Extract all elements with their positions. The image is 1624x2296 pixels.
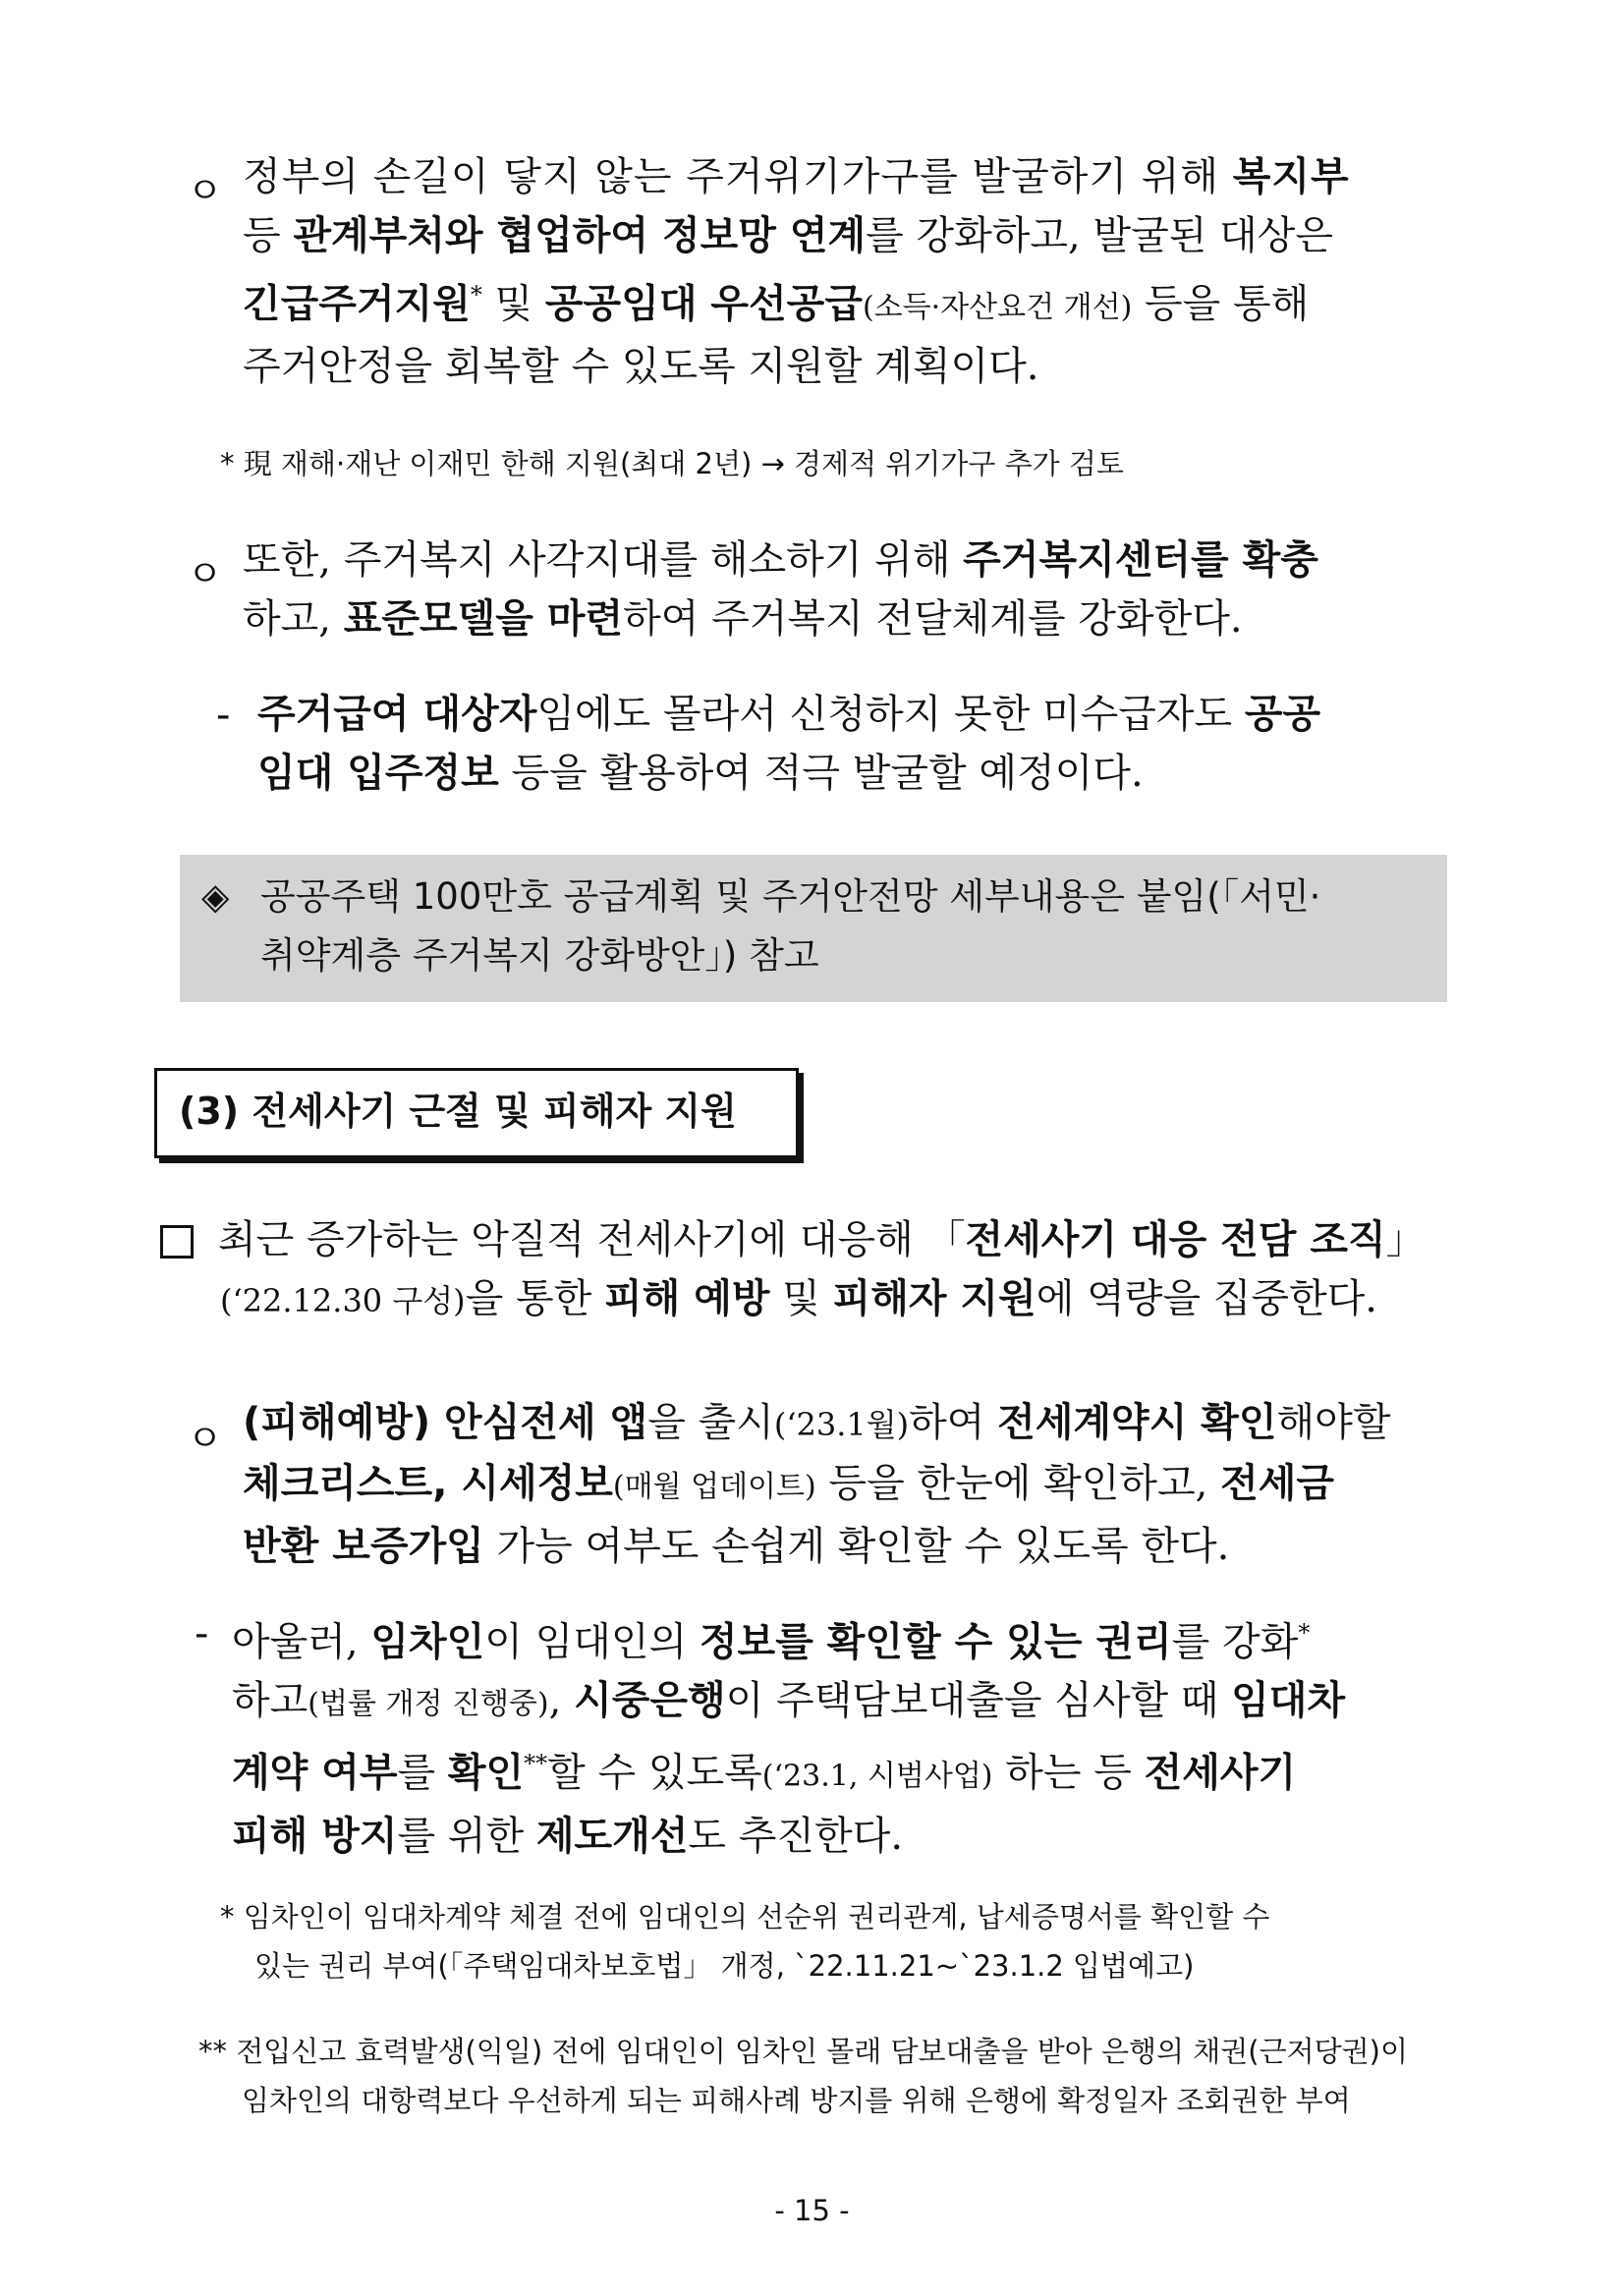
callout-box (180, 855, 1447, 1002)
paragraph-1: 정부의 손길이 닿지 않는 주거위기가구를 발굴하기 위해 복지부 등 관계부처와 협업하여 정보망 연계를 강화하고, 발굴된 대상은 긴급주거지원* 및 공공임대 우선공급(소득·자산요건 개선) 등을 통해 주거안정을 회복할 수 있도록 지원할 계획이다. (243, 154, 1350, 390)
checkbox-square-icon (160, 1225, 194, 1259)
bullet-circle-2: ㅇ (187, 552, 223, 595)
paragraph-2: 또한, 주거복지 사각지대를 해소하기 위해 주거복지센터를 확충 하고, 표준모델을 마련하여 주거복지 전달체계를 강화한다. (243, 537, 1318, 642)
bullet-circle-3: ㅇ (187, 1417, 223, 1460)
footnote-3: ** 전입신고 효력발생(익일) 전에 임대인이 임차인 몰래 담보대출을 받아 은행의 채권(근저당권)이 임차인의 대항력보다 우선하게 되는 피해사례 방지를 위해 은행에 확정일자 조회권한 부여 (198, 2035, 1408, 2117)
paragraph-6: 아울러, 임차인이 임대인의 정보를 확인할 수 있는 권리를 강화* 하고(법률 개정 진행중), 시중은행이 주택담보대출을 심사할 때 임대차 계약 여부를 확인**할 수 있도록(‘23.1, 시범사업) 하는 등 전세사기 피해 방지를 위한 제도개선도 추진한다. (232, 1619, 1346, 1859)
section-heading: (3) 전세사기 근절 및 피해자 지원 (154, 1068, 799, 1158)
footnote-1: * 現 재해·재난 이재민 한해 지원(최대 2년) → 경제적 위기가구 추가 검토 (220, 447, 1124, 480)
paragraph-3: 주거급여 대상자임에도 몰라서 신청하지 못한 미수급자도 공공 임대 입주정보 등을 활용하여 적극 발굴할 예정이다. (257, 692, 1321, 796)
callout-text: 공공주택 100만호 공급계획 및 주거안전망 세부내용은 붙임(「서민· 취약계층 주거복지 강화방안」) 참고 (260, 875, 1321, 977)
footnote-2: * 임차인이 임대차계약 체결 전에 임대인의 선순위 권리관계, 납세증명서를 확인할 수 있는 권리 부여(「주택임대차보호법」 개정, `22.11.21~`23.1.2 입법예고) (220, 1900, 1270, 1983)
bullet-circle-1: ㅇ (187, 169, 223, 212)
page-number: - 15 - (774, 2194, 850, 2227)
bullet-dash-2: - (195, 1611, 209, 1656)
paragraph-5: (피해예방) 안심전세 앱을 출시(‘23.1월)하여 전세계약시 확인해야할 체크리스트, 시세정보(매월 업데이트) 등을 한눈에 확인하고, 전세금 반환 보증가입 가능 여부도 손쉽게 확인할 수 있도록 한다. (243, 1400, 1391, 1569)
paragraph-4: 최근 증가하는 악질적 전세사기에 대응해 「전세사기 대응 전담 조직」 (‘22.12.30 구성)을 통한 피해 예방 및 피해자 지원에 역량을 집중한다. (218, 1217, 1426, 1321)
diamond-icon: ◈ (201, 875, 230, 918)
bullet-dash-1: - (216, 693, 231, 738)
